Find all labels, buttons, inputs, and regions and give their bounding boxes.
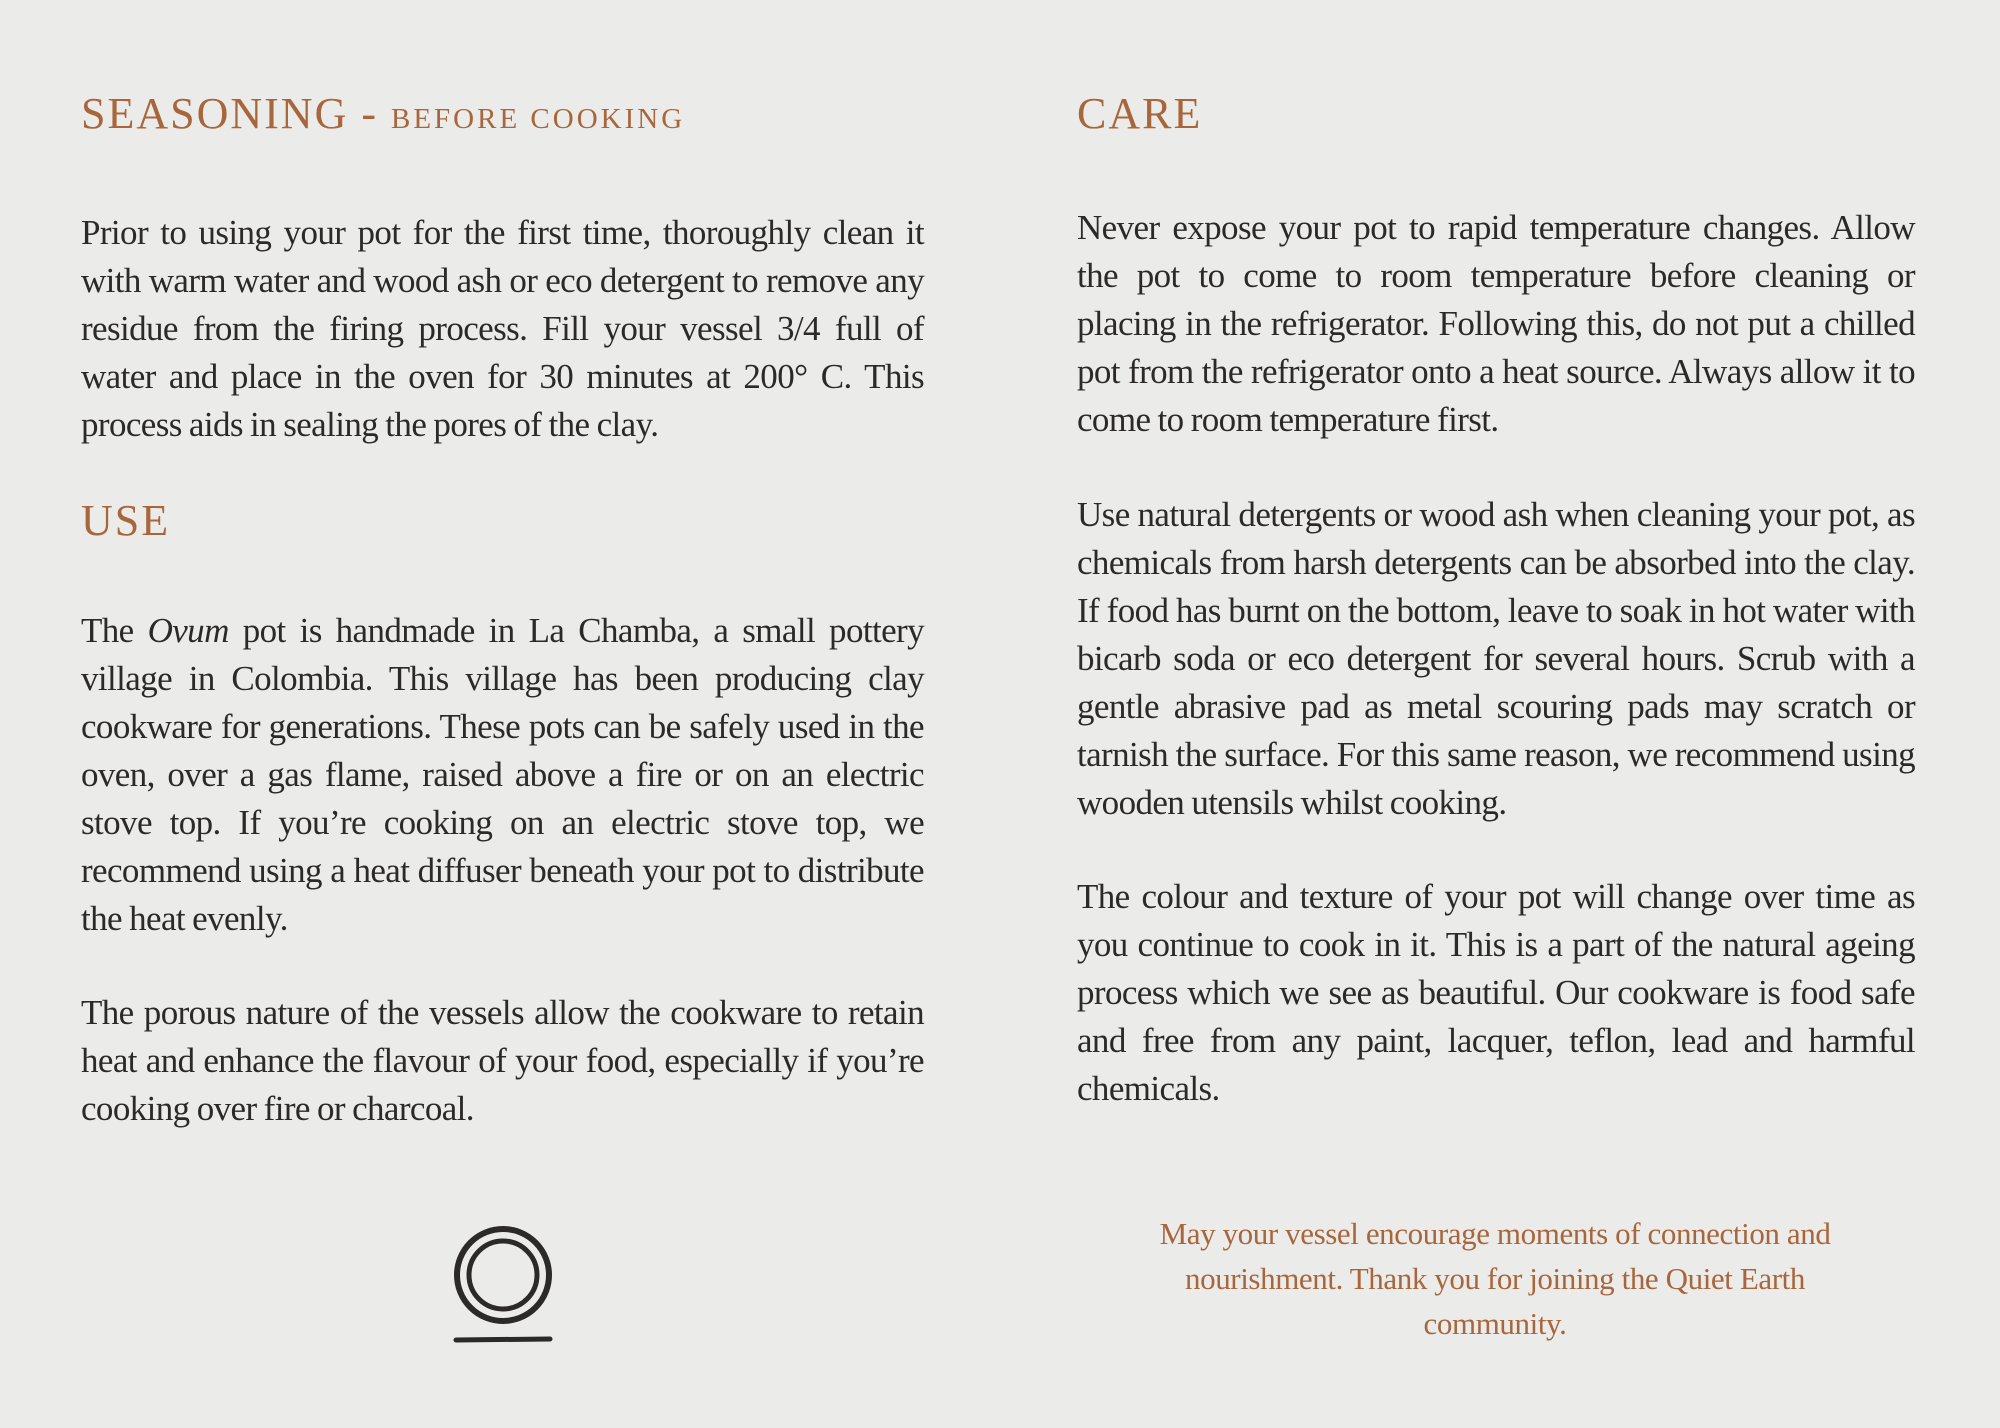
product-name: Ovum xyxy=(147,611,229,650)
seasoning-paragraph: Prior to using your pot for the first time, thoroughly clean it with warm water and wood ash or eco detergent to remove any residue from the firing process. Fill your vessel 3/4 full of water and place in the oven for 30 minutes at 200° C. This process aids in sealing the pores of the clay. xyxy=(81,213,924,444)
care-paragraph-ageing: The colour and texture of your pot will change over time as you continue to cook in it. This is a part of the natural ageing process which we see as beautiful. Our cookware is food safe and free from any paint, lacquer, teflon, lead and harmful chemicals. xyxy=(1077,877,1915,1108)
care-heading: CARE xyxy=(1077,89,1203,138)
double-circle-logo-icon xyxy=(450,1225,556,1345)
closing-message: May your vessel encourage moments of connection and nourishment. Thank you for joining the Quiet Earth community. xyxy=(1159,1216,1831,1341)
use-paragraph-suffix: pot is handmade in La Chamba, a small pottery village in Colombia. This village has been producing clay cookware for generations. These pots can be safely used in the oven, over a gas flame, raised above a fire or on an electric stove top. If you’re cooking on an electric stove top, we recommend using a heat diffuser beneath your pot to distribute the heat evenly. xyxy=(81,611,924,938)
seasoning-title: SEASONING - xyxy=(81,89,378,138)
care-paragraph-cleaning: Use natural detergents or wood ash when cleaning your pot, as chemicals from harsh detergents can be absorbed into the clay. If food has burnt on the bottom, leave to soak in hot water with bicarb soda or eco detergent for several hours. Scrub with a gentle abrasive pad as metal scouring pads may scratch or tarnish the surface. For this same reason, we recommend using wooden utensils whilst cooking. xyxy=(1077,495,1915,822)
use-paragraph xyxy=(81,607,924,943)
care-paragraph-temperature: Never expose your pot to rapid temperature changes. Allow the pot to come to room temperature before cleaning or placing in the refrigerator. Following this, do not put a chilled pot from the refrigerator onto a heat source. Always allow it to come to room temperature first. xyxy=(1077,208,1915,439)
use-paragraph-prefix: The xyxy=(81,611,148,650)
use-heading: USE xyxy=(81,496,171,545)
porous-paragraph: The porous nature of the vessels allow the cookware to retain heat and enhance the flavour of your food, especially if you’re cooking over fire or charcoal. xyxy=(81,993,924,1128)
seasoning-heading xyxy=(81,88,685,139)
seasoning-subtitle: BEFORE COOKING xyxy=(391,103,686,135)
